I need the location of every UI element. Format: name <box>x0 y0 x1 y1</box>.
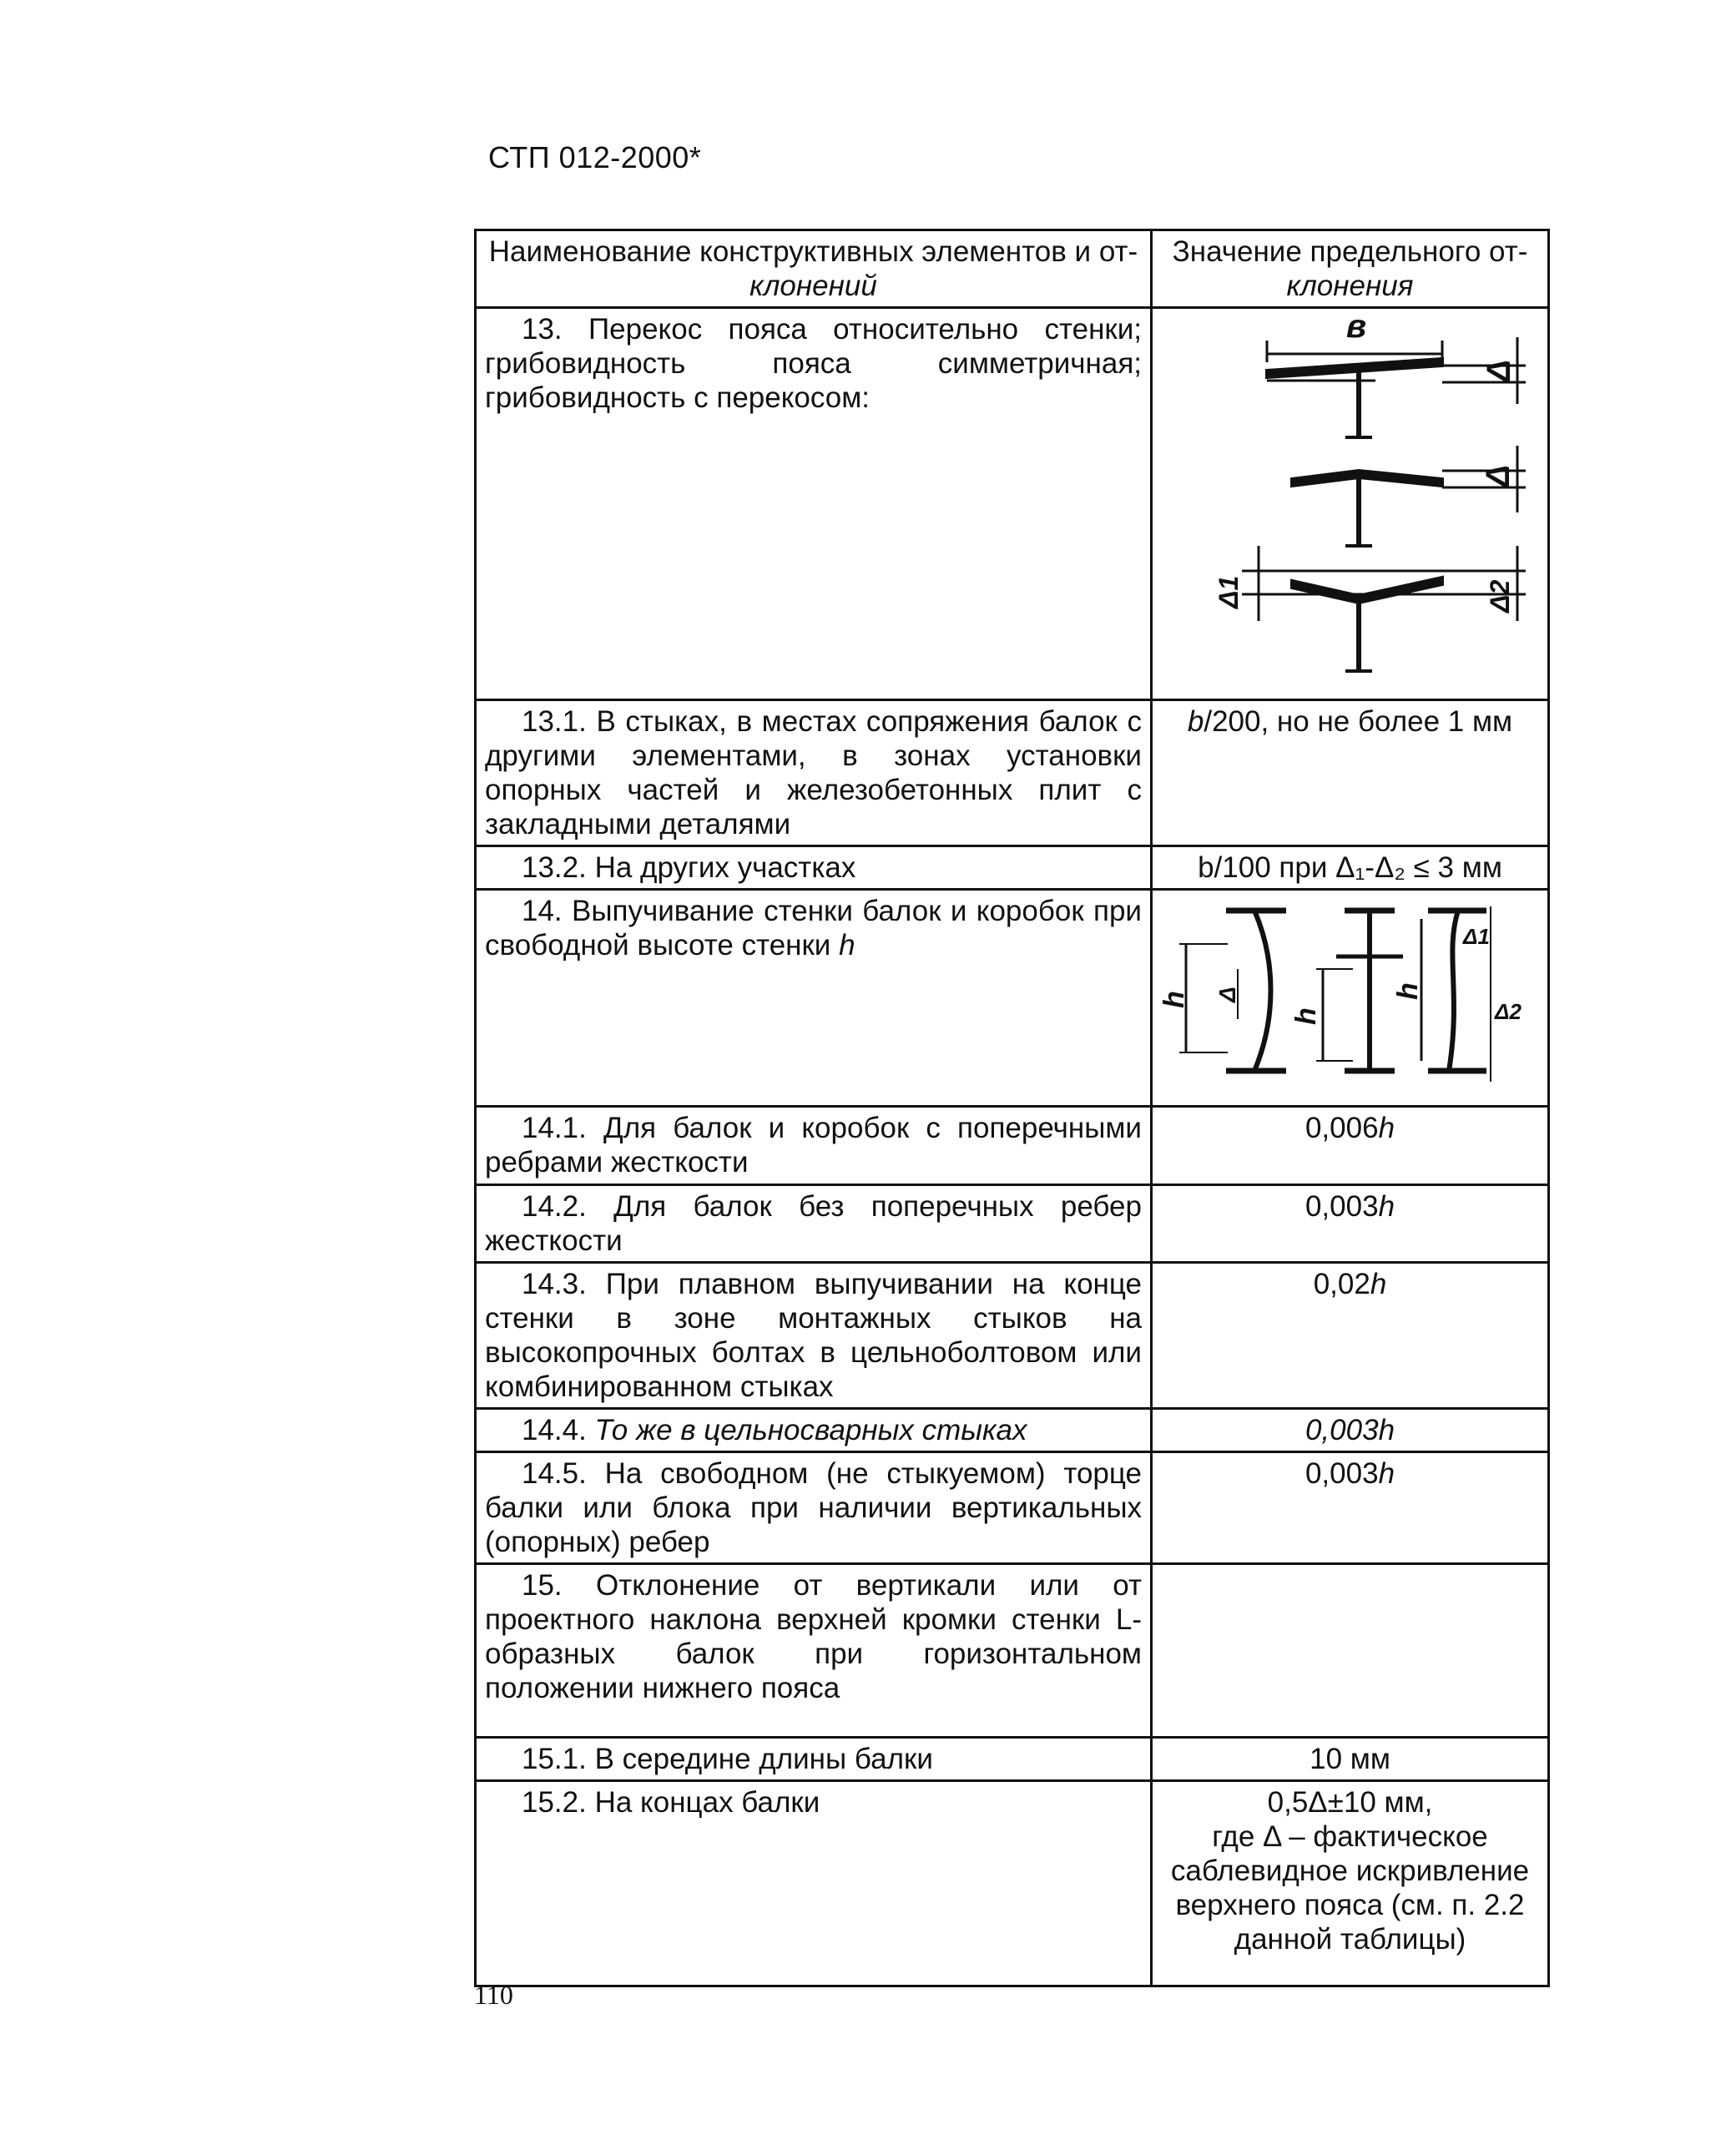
label-delta1: Δ1 <box>1213 575 1244 608</box>
table-row <box>476 1263 1549 1409</box>
col1-header <box>476 230 1152 308</box>
table-row <box>476 1409 1549 1452</box>
row-14-3-value: 0,02h <box>1152 1263 1549 1409</box>
row-14-figure <box>1152 890 1549 1107</box>
label-delta-top: Δ <box>1480 360 1517 382</box>
table-row <box>476 700 1549 846</box>
label-h-2: h <box>1290 1007 1322 1025</box>
row-14-3-desc: 14.3. При плавном выпучивании на конце стенки в зоне монтажных стыков на высокопрочных болтах в цельноболтовом или комбинированном стыках <box>476 1263 1152 1409</box>
row-14-4-value: 0,003h <box>1152 1409 1549 1452</box>
row-14-desc: 14. Выпучивание стенки балок и коробок при свободной высоте стенки h <box>476 890 1152 1107</box>
row-15-1-value: 10 мм <box>1152 1738 1549 1781</box>
tolerance-table <box>474 229 1550 1987</box>
table-row <box>476 1564 1549 1738</box>
label-delta2: Δ2 <box>1484 579 1515 613</box>
row-13-1-desc: 13.1. В стыках, в местах сопряжения балок с другими элементами, в зонах установки опорных частей и железобетонных плит с закладными деталями <box>476 700 1152 846</box>
document-code: СТП 012-2000* <box>488 140 702 174</box>
col2-header-line2: клонения <box>1286 270 1414 302</box>
row-14-2-value: 0,003h <box>1152 1185 1549 1263</box>
label-delta2-b3: Δ2 <box>1495 999 1522 1024</box>
table-row <box>476 1781 1549 1986</box>
table-row <box>476 308 1549 700</box>
row-15-2-value: 0,5Δ±10 мм, где Δ – фактическое саблевидное искривление верхнего пояса (см. п. 2.2 данной таблицы) <box>1152 1781 1549 1986</box>
row-15-desc: 15. Отклонение от вертикали или от проектного наклона верхней кромки стенки L-образных балок при горизонтальном положении нижнего пояса <box>476 1564 1152 1738</box>
table-row <box>476 890 1549 1107</box>
row-13-figure <box>1152 308 1549 700</box>
label-h-1: h <box>1161 991 1190 1008</box>
label-h-3: h <box>1392 982 1424 1000</box>
web-buckling-diagram <box>1161 894 1545 1094</box>
row-13-1-value: b/200, но не более 1 мм <box>1152 700 1549 846</box>
table-row <box>476 1185 1549 1263</box>
row-14-4-desc: 14.4. То же в цельносварных стыках <box>476 1409 1152 1452</box>
row-13-2-desc: 13.2. На других участках <box>476 846 1152 890</box>
table-header-row <box>476 230 1549 308</box>
row-14-5-desc: 14.5. На свободном (не стыкуемом) торце балки или блока при наличии вертикальных (опорных) ребер <box>476 1452 1152 1564</box>
label-delta-b1: Δ <box>1214 987 1240 1002</box>
row-15-2-desc: 15.2. На концах балки <box>476 1781 1152 1986</box>
label-b: в <box>1345 312 1366 345</box>
row-13-2-value: b/100 при Δ₁-Δ₂ ≤ 3 мм <box>1152 846 1549 890</box>
col2-header-line1: Значение предельного от- <box>1172 235 1528 268</box>
col1-header-line2: клонений <box>749 270 877 302</box>
row-15-value <box>1152 1564 1549 1738</box>
flange-skew-diagram <box>1167 312 1534 679</box>
row-14-1-value: 0,006h <box>1152 1107 1549 1185</box>
row-13-desc: 13. Перекос пояса относительно стенки; грибовидность пояса симметричная; грибовидность с перекосом: <box>476 308 1152 700</box>
row-14-2-desc: 14.2. Для балок без поперечных ребер жесткости <box>476 1185 1152 1263</box>
row-15-1-desc: 15.1. В середине длины балки <box>476 1738 1152 1781</box>
col2-header <box>1152 230 1549 308</box>
row-14-1-desc: 14.1. Для балок и коробок с поперечными ребрами жесткости <box>476 1107 1152 1185</box>
label-delta1-b3: Δ1 <box>1463 924 1490 949</box>
table-row <box>476 1452 1549 1564</box>
col1-header-line1: Наименование конструктивных элементов и от- <box>488 235 1138 268</box>
table-row <box>476 1107 1549 1185</box>
page-number: 110 <box>474 1980 513 2010</box>
row-14-5-value: 0,003h <box>1152 1452 1549 1564</box>
table-row <box>476 846 1549 890</box>
label-delta-mid: Δ <box>1479 465 1516 487</box>
table-row <box>476 1738 1549 1781</box>
